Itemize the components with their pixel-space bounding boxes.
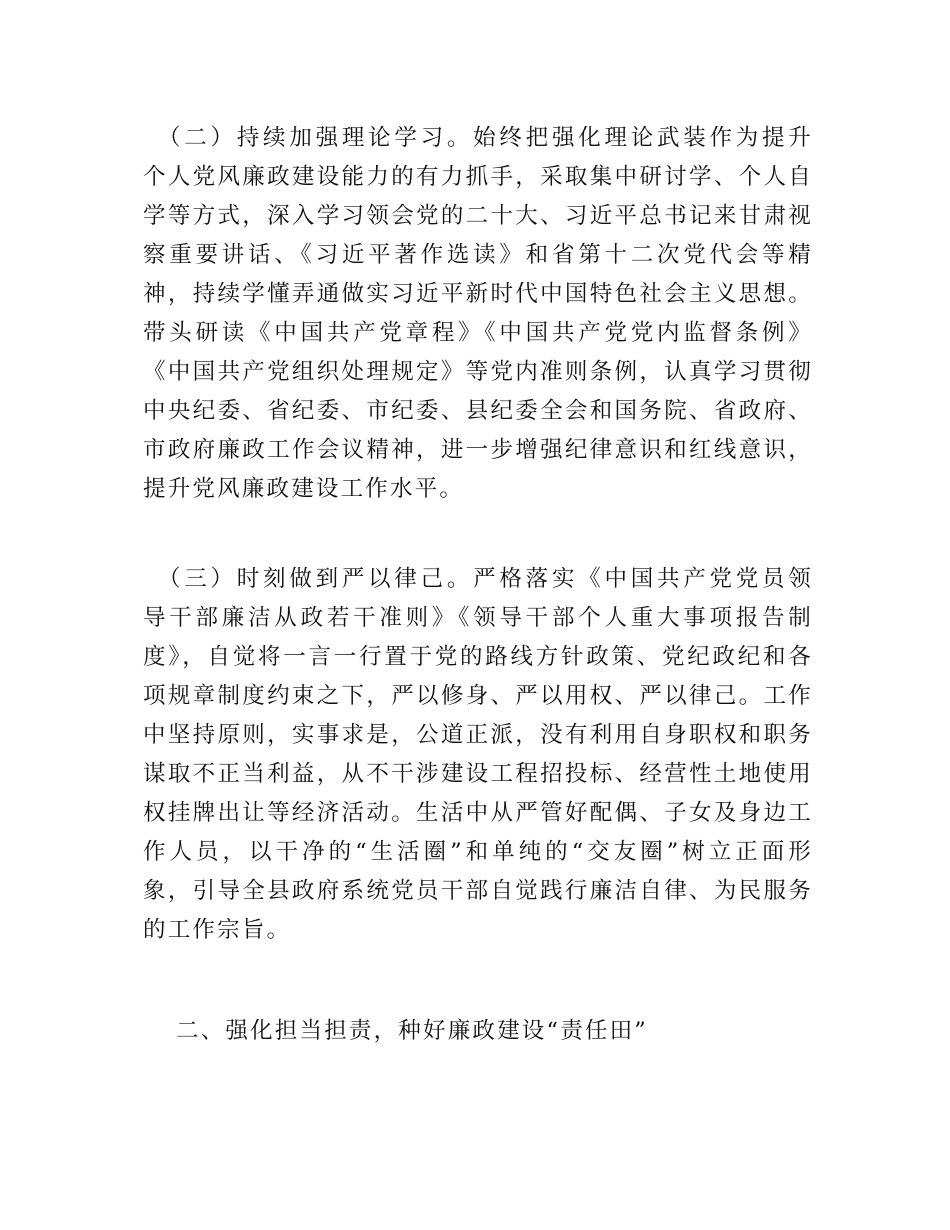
text-line: 个人党风廉政建设能力的有力抓手，采取集中研讨学、个人自 [143,164,813,190]
paragraph-self-discipline [143,560,813,950]
text-line: 的工作宗旨。 [143,917,292,943]
text-line: 带头研读《中国共产党章程》《中国共产党党内监督条例》 [143,320,813,346]
text-line: （二）持续加强理论学习。始终把强化理论武装作为提升 [143,125,813,151]
text-line: 谋取不正当利益，从不干涉建设工程招投标、经营性土地使用 [143,761,813,787]
text-line: 市政府廉政工作会议精神，进一步增强纪律意识和红线意识， [143,437,813,463]
text-line: （三）时刻做到严以律己。严格落实《中国共产党党员领 [143,566,813,592]
text-line: 度》，自觉将一言一行置于党的路线方针政策、党纪政纪和各 [143,644,813,670]
text-line: 作人员，以干净的“生活圈”和单纯的“交友圈”树立正面形 [143,839,813,865]
text-line: 学等方式，深入学习领会党的二十大、习近平总书记来甘肃视 [143,203,813,229]
text-line: 察重要讲话、《习近平著作选读》和省第十二次党代会等精 [143,242,813,268]
text-line: 中坚持原则，实事求是，公道正派，没有利用自身职权和职务 [143,722,813,748]
text-line: 导干部廉洁从政若干准则》《领导干部个人重大事项报告制 [143,605,813,631]
section-heading [176,1012,846,1051]
text-line: 权挂牌出让等经济活动。生活中从严管好配偶、子女及身边工 [143,800,813,826]
text-line: 象，引导全县政府系统党员干部自觉践行廉洁自律、为民服务 [143,878,813,904]
text-line: 中央纪委、省纪委、市纪委、县纪委全会和国务院、省政府、 [143,398,813,424]
text-line: 提升党风廉政建设工作水平。 [143,476,465,502]
heading-text: 二、强化担当担责，种好廉政建设“责任田” [176,1018,649,1044]
text-line: 《中国共产党组织处理规定》等党内准则条例，认真学习贯彻 [143,359,813,385]
paragraph-theory-study [143,119,813,509]
text-line: 神，持续学懂弄通做实习近平新时代中国特色社会主义思想。 [143,281,813,307]
text-line: 项规章制度约束之下，严以修身、严以用权、严以律己。工作 [143,683,813,709]
